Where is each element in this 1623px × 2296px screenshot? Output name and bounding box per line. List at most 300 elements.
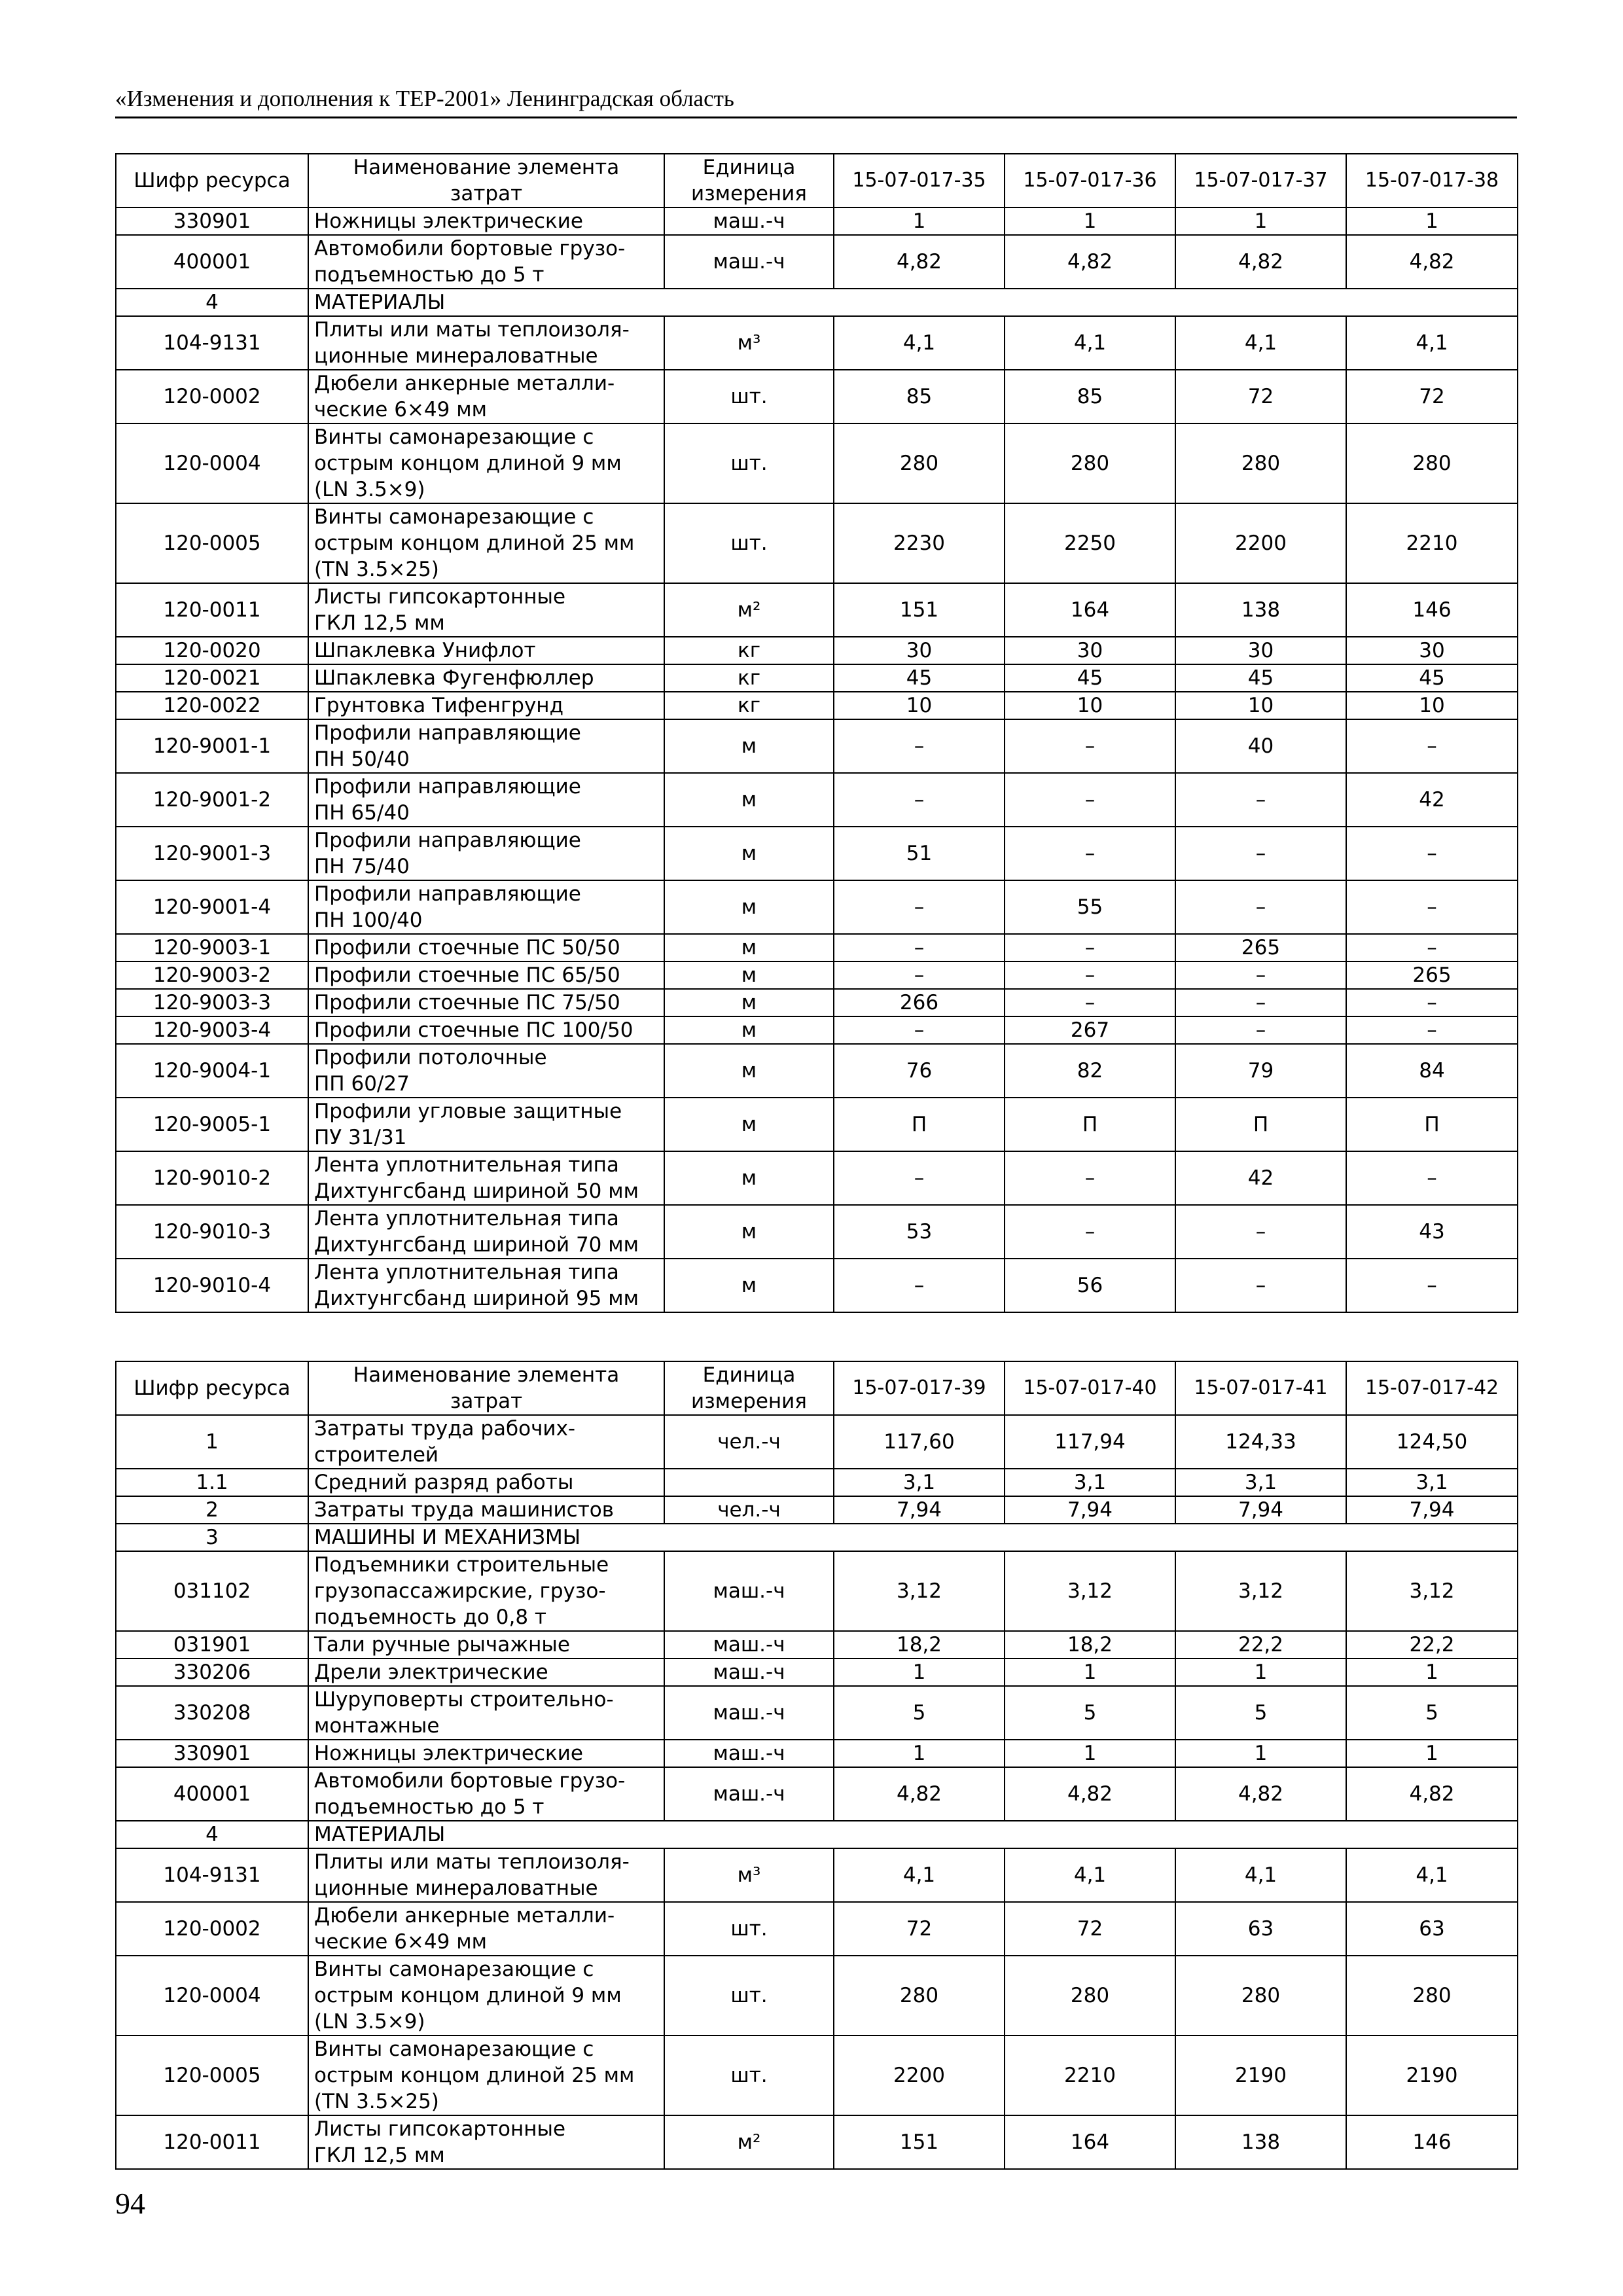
cost-element-name: Тали ручные рычажные [308,1631,664,1659]
value-cell: 2210 [1346,503,1518,583]
resource-code: 120-0004 [116,1956,308,2036]
value-cell: – [1005,827,1175,880]
table-row [116,1686,1518,1740]
unit: шт. [664,2036,834,2115]
value-cell: 45 [1005,664,1175,692]
value-cell: 3,12 [834,1551,1005,1631]
column-header: Наименование элемента затрат [308,154,664,207]
table-row [116,1496,1518,1524]
resource-code: 2 [116,1496,308,1524]
value-cell: 84 [1346,1044,1518,1098]
cost-element-name: Профили направляющие ПН 100/40 [308,880,664,934]
resource-code: 4 [116,1821,308,1848]
value-cell: 22,2 [1175,1631,1346,1659]
table-row [116,1016,1518,1044]
column-header: Шифр ресурса [116,154,308,207]
value-cell: 3,12 [1346,1551,1518,1631]
table-row [116,1848,1518,1902]
column-header: 15-07-017-36 [1005,154,1175,207]
value-cell: – [834,880,1005,934]
section-row [116,289,1518,316]
value-cell: 56 [1005,1259,1175,1312]
value-cell: 3,1 [834,1469,1005,1496]
cost-element-name: Подъемники строительные грузопассажирские, грузо- подъемность до 0,8 т [308,1551,664,1631]
value-cell: 1 [834,1740,1005,1767]
value-cell: 4,82 [1005,1767,1175,1821]
value-cell: 40 [1175,719,1346,773]
column-header: Единица измерения [664,154,834,207]
table-row [116,2036,1518,2115]
cost-element-name: Лента уплотнительная типа Дихтунгсбанд шириной 70 мм [308,1205,664,1259]
value-cell: 146 [1346,2115,1518,2169]
table-row [116,370,1518,423]
table-row [116,207,1518,235]
value-cell: 7,94 [834,1496,1005,1524]
value-cell: 1 [1005,1740,1175,1767]
section-title: МАТЕРИАЛЫ [308,289,1518,316]
section-row [116,1524,1518,1551]
column-header: 15-07-017-37 [1175,154,1346,207]
value-cell: 266 [834,989,1005,1016]
unit: м [664,773,834,827]
unit: м [664,1205,834,1259]
cost-element-name: Профили стоечные ПС 50/50 [308,934,664,961]
resource-code: 031901 [116,1631,308,1659]
value-cell: 4,1 [1175,1848,1346,1902]
unit: кг [664,664,834,692]
value-cell: 82 [1005,1044,1175,1098]
table-row [116,316,1518,370]
value-cell: 117,94 [1005,1415,1175,1469]
value-cell: П [1175,1098,1346,1151]
value-cell: – [1346,1151,1518,1205]
value-cell: 55 [1005,880,1175,934]
cost-element-name: Ножницы электрические [308,1740,664,1767]
value-cell: 10 [1346,692,1518,719]
cost-element-name: Затраты труда машинистов [308,1496,664,1524]
value-cell: 22,2 [1346,1631,1518,1659]
cost-element-name: Дюбели анкерные металли- ческие 6×49 мм [308,370,664,423]
value-cell: П [834,1098,1005,1151]
resource-code: 120-9010-3 [116,1205,308,1259]
value-cell: 151 [834,2115,1005,2169]
value-cell: – [1175,1259,1346,1312]
value-cell: – [834,961,1005,989]
header-row [116,1361,1518,1415]
value-cell: 265 [1346,961,1518,989]
unit: м [664,1044,834,1098]
resource-code: 120-9001-1 [116,719,308,773]
value-cell: 72 [1175,370,1346,423]
value-cell: – [834,1151,1005,1205]
value-cell: 265 [1175,934,1346,961]
value-cell: 4,1 [834,1848,1005,1902]
value-cell: 280 [834,423,1005,503]
section-title: МАТЕРИАЛЫ [308,1821,1518,1848]
resource-code: 330208 [116,1686,308,1740]
resource-code: 1.1 [116,1469,308,1496]
unit: м [664,880,834,934]
table-row [116,1469,1518,1496]
unit: маш.-ч [664,235,834,289]
column-header: Наименование элемента затрат [308,1361,664,1415]
value-cell: 3,12 [1005,1551,1175,1631]
cost-element-name: Профили направляющие ПН 65/40 [308,773,664,827]
table-row [116,2115,1518,2169]
value-cell: – [1175,1205,1346,1259]
value-cell: 146 [1346,583,1518,637]
table-row [116,773,1518,827]
cost-element-name: Автомобили бортовые грузо- подъемностью до 5 т [308,1767,664,1821]
value-cell: 30 [1005,637,1175,664]
value-cell: – [1005,961,1175,989]
unit: м [664,989,834,1016]
resource-code: 120-0011 [116,583,308,637]
resource-code: 120-9004-1 [116,1044,308,1098]
table-row [116,235,1518,289]
cost-element-name: Ножницы электрические [308,207,664,235]
unit: м [664,1151,834,1205]
unit: м [664,1098,834,1151]
table-row [116,1740,1518,1767]
table-row [116,1631,1518,1659]
value-cell: 3,1 [1175,1469,1346,1496]
cost-element-name: Листы гипсокартонные ГКЛ 12,5 мм [308,583,664,637]
value-cell: 42 [1175,1151,1346,1205]
unit: кг [664,692,834,719]
cost-element-name: Плиты или маты теплоизоля- ционные минераловатные [308,1848,664,1902]
unit: чел.-ч [664,1496,834,1524]
table-row [116,423,1518,503]
resource-code: 120-9003-1 [116,934,308,961]
resource-table-1 [115,153,1518,1313]
value-cell: 1 [1005,1659,1175,1686]
value-cell: 42 [1346,773,1518,827]
section-row [116,1821,1518,1848]
unit: м [664,1259,834,1312]
table-row [116,1151,1518,1205]
value-cell: П [1346,1098,1518,1151]
table-row [116,1551,1518,1631]
value-cell: 2200 [834,2036,1005,2115]
resource-code: 330901 [116,207,308,235]
cost-element-name: Листы гипсокартонные ГКЛ 12,5 мм [308,2115,664,2169]
unit: м [664,961,834,989]
column-header: Шифр ресурса [116,1361,308,1415]
value-cell: – [1346,1259,1518,1312]
value-cell: 18,2 [1005,1631,1175,1659]
value-cell: 30 [1346,637,1518,664]
value-cell: 45 [1346,664,1518,692]
value-cell: 117,60 [834,1415,1005,1469]
column-header: 15-07-017-39 [834,1361,1005,1415]
column-header: 15-07-017-35 [834,154,1005,207]
resource-code: 120-0004 [116,423,308,503]
cost-element-name: Грунтовка Тифенгрунд [308,692,664,719]
cost-element-name: Шуруповерты строительно- монтажные [308,1686,664,1740]
table-row [116,880,1518,934]
value-cell: – [1005,719,1175,773]
resource-code: 120-0022 [116,692,308,719]
resource-code: 120-9003-3 [116,989,308,1016]
value-cell: 3,1 [1005,1469,1175,1496]
unit: шт. [664,370,834,423]
resource-code: 120-0002 [116,370,308,423]
value-cell: 2190 [1175,2036,1346,2115]
cost-element-name: Профили угловые защитные ПУ 31/31 [308,1098,664,1151]
column-header: 15-07-017-40 [1005,1361,1175,1415]
resource-code: 104-9131 [116,1848,308,1902]
unit: м² [664,2115,834,2169]
unit: м [664,827,834,880]
value-cell: 7,94 [1175,1496,1346,1524]
table-row [116,1205,1518,1259]
resource-code: 104-9131 [116,316,308,370]
value-cell: – [1346,880,1518,934]
cost-element-name: Профили стоечные ПС 75/50 [308,989,664,1016]
value-cell: 4,82 [1005,235,1175,289]
value-cell: 2200 [1175,503,1346,583]
value-cell: 4,1 [1346,1848,1518,1902]
value-cell: – [1005,1205,1175,1259]
unit: м [664,934,834,961]
value-cell: 5 [1346,1686,1518,1740]
cost-element-name: Винты самонарезающие с острым концом длиной 9 мм (LN 3.5×9) [308,1956,664,2036]
value-cell: 63 [1175,1902,1346,1956]
value-cell: 4,82 [1346,235,1518,289]
unit: маш.-ч [664,1740,834,1767]
value-cell: 10 [1005,692,1175,719]
table-row [116,637,1518,664]
value-cell: – [1346,989,1518,1016]
unit: маш.-ч [664,1659,834,1686]
column-header: 15-07-017-38 [1346,154,1518,207]
value-cell: 1 [1175,1659,1346,1686]
unit: м [664,1016,834,1044]
column-header: 15-07-017-41 [1175,1361,1346,1415]
value-cell: 280 [834,1956,1005,2036]
cost-element-name: Винты самонарезающие с острым концом длиной 25 мм (TN 3.5×25) [308,503,664,583]
unit: шт. [664,423,834,503]
cost-element-name: Лента уплотнительная типа Дихтунгсбанд шириной 50 мм [308,1151,664,1205]
table-row [116,1259,1518,1312]
resource-code: 120-0011 [116,2115,308,2169]
value-cell: 53 [834,1205,1005,1259]
table-row [116,1902,1518,1956]
column-header: 15-07-017-42 [1346,1361,1518,1415]
cost-element-name: Лента уплотнительная типа Дихтунгсбанд шириной 95 мм [308,1259,664,1312]
value-cell: 164 [1005,2115,1175,2169]
cost-element-name: Профили направляющие ПН 50/40 [308,719,664,773]
value-cell: 4,1 [1005,1848,1175,1902]
cost-element-name: Плиты или маты теплоизоля- ционные минераловатные [308,316,664,370]
resource-code: 330901 [116,1740,308,1767]
page-header: «Изменения и дополнения к ТЕР-2001» Ленинградская область [115,84,1517,118]
unit [664,1469,834,1496]
value-cell: 10 [834,692,1005,719]
unit: маш.-ч [664,1686,834,1740]
value-cell: 4,82 [1175,1767,1346,1821]
value-cell: 4,82 [1175,235,1346,289]
value-cell: 3,12 [1175,1551,1346,1631]
value-cell: 7,94 [1005,1496,1175,1524]
value-cell: – [1005,1151,1175,1205]
value-cell: 280 [1005,423,1175,503]
value-cell: 4,82 [834,1767,1005,1821]
value-cell: 4,1 [1005,316,1175,370]
value-cell: 85 [1005,370,1175,423]
table-row [116,961,1518,989]
value-cell: 4,1 [1346,316,1518,370]
value-cell: 151 [834,583,1005,637]
resource-code: 400001 [116,235,308,289]
cost-element-name: Дюбели анкерные металли- ческие 6×49 мм [308,1902,664,1956]
resource-code: 330206 [116,1659,308,1686]
cost-element-name: Винты самонарезающие с острым концом длиной 9 мм (LN 3.5×9) [308,423,664,503]
table-row [116,503,1518,583]
value-cell: 79 [1175,1044,1346,1098]
cost-element-name: Шпаклевка Унифлот [308,637,664,664]
value-cell: 280 [1175,423,1346,503]
cost-element-name: Дрели электрические [308,1659,664,1686]
table-row [116,692,1518,719]
value-cell: 18,2 [834,1631,1005,1659]
resource-code: 120-9003-2 [116,961,308,989]
value-cell: 1 [1346,1740,1518,1767]
value-cell: 2190 [1346,2036,1518,2115]
value-cell: 72 [1346,370,1518,423]
table-row [116,989,1518,1016]
value-cell: П [1005,1098,1175,1151]
value-cell: – [1175,880,1346,934]
page-number: 94 [115,2187,145,2220]
value-cell: – [1346,1016,1518,1044]
value-cell: 4,1 [834,316,1005,370]
value-cell: 5 [1005,1686,1175,1740]
table-row [116,664,1518,692]
table-row [116,719,1518,773]
resource-code: 120-9003-4 [116,1016,308,1044]
value-cell: 2230 [834,503,1005,583]
value-cell: – [1175,961,1346,989]
resource-code: 120-0020 [116,637,308,664]
value-cell: 164 [1005,583,1175,637]
table-row [116,1098,1518,1151]
resource-code: 4 [116,289,308,316]
value-cell: 124,50 [1346,1415,1518,1469]
resource-code: 120-0005 [116,503,308,583]
value-cell: – [1175,1016,1346,1044]
value-cell: 1 [834,1659,1005,1686]
value-cell: 280 [1346,1956,1518,2036]
cost-element-name: Винты самонарезающие с острым концом длиной 25 мм (TN 3.5×25) [308,2036,664,2115]
value-cell: 63 [1346,1902,1518,1956]
value-cell: – [1175,989,1346,1016]
section-title: МАШИНЫ И МЕХАНИЗМЫ [308,1524,1518,1551]
resource-code: 120-9010-4 [116,1259,308,1312]
table-row [116,1767,1518,1821]
value-cell: 267 [1005,1016,1175,1044]
cost-element-name: Профили стоечные ПС 100/50 [308,1016,664,1044]
unit: кг [664,637,834,664]
table-row [116,583,1518,637]
table-row [116,934,1518,961]
value-cell: 76 [834,1044,1005,1098]
value-cell: 4,82 [1346,1767,1518,1821]
header-row [116,154,1518,207]
value-cell: 45 [834,664,1005,692]
unit: шт. [664,503,834,583]
table-row [116,1956,1518,2036]
value-cell: – [1005,934,1175,961]
cost-element-name: Профили потолочные ПП 60/27 [308,1044,664,1098]
cost-element-name: Затраты труда рабочих- строителей [308,1415,664,1469]
value-cell: 280 [1175,1956,1346,2036]
resource-code: 120-0005 [116,2036,308,2115]
value-cell: 45 [1175,664,1346,692]
resource-code: 120-9010-2 [116,1151,308,1205]
table-row [116,1415,1518,1469]
unit: маш.-ч [664,1551,834,1631]
cost-element-name: Шпаклевка Фугенфюллер [308,664,664,692]
value-cell: 2250 [1005,503,1175,583]
resource-code: 120-9001-2 [116,773,308,827]
resource-table-2 [115,1361,1518,2170]
value-cell: 1 [1346,207,1518,235]
table-row [116,1044,1518,1098]
value-cell: 1 [1175,207,1346,235]
value-cell: – [1175,773,1346,827]
unit: м² [664,583,834,637]
value-cell: 30 [834,637,1005,664]
resource-code: 400001 [116,1767,308,1821]
unit: м [664,719,834,773]
value-cell: 30 [1175,637,1346,664]
value-cell: 85 [834,370,1005,423]
unit: маш.-ч [664,207,834,235]
value-cell: – [1346,934,1518,961]
resource-code: 1 [116,1415,308,1469]
resource-code: 031102 [116,1551,308,1631]
value-cell: – [1346,719,1518,773]
unit: маш.-ч [664,1631,834,1659]
cost-element-name: Автомобили бортовые грузо- подъемностью до 5 т [308,235,664,289]
value-cell: 280 [1005,1956,1175,2036]
value-cell: 2210 [1005,2036,1175,2115]
cost-element-name: Профили стоечные ПС 65/50 [308,961,664,989]
value-cell: 5 [834,1686,1005,1740]
unit: шт. [664,1902,834,1956]
value-cell: 124,33 [1175,1415,1346,1469]
value-cell: – [834,1259,1005,1312]
value-cell: 1 [1175,1740,1346,1767]
column-header: Единица измерения [664,1361,834,1415]
value-cell: 43 [1346,1205,1518,1259]
value-cell: – [1005,773,1175,827]
unit: чел.-ч [664,1415,834,1469]
unit: м³ [664,316,834,370]
value-cell: 51 [834,827,1005,880]
cost-element-name: Средний разряд работы [308,1469,664,1496]
value-cell: – [834,719,1005,773]
resource-code: 3 [116,1524,308,1551]
resource-code: 120-9001-3 [116,827,308,880]
unit: м³ [664,1848,834,1902]
resource-code: 120-0021 [116,664,308,692]
value-cell: 1 [1346,1659,1518,1686]
resource-code: 120-9001-4 [116,880,308,934]
table-row [116,827,1518,880]
